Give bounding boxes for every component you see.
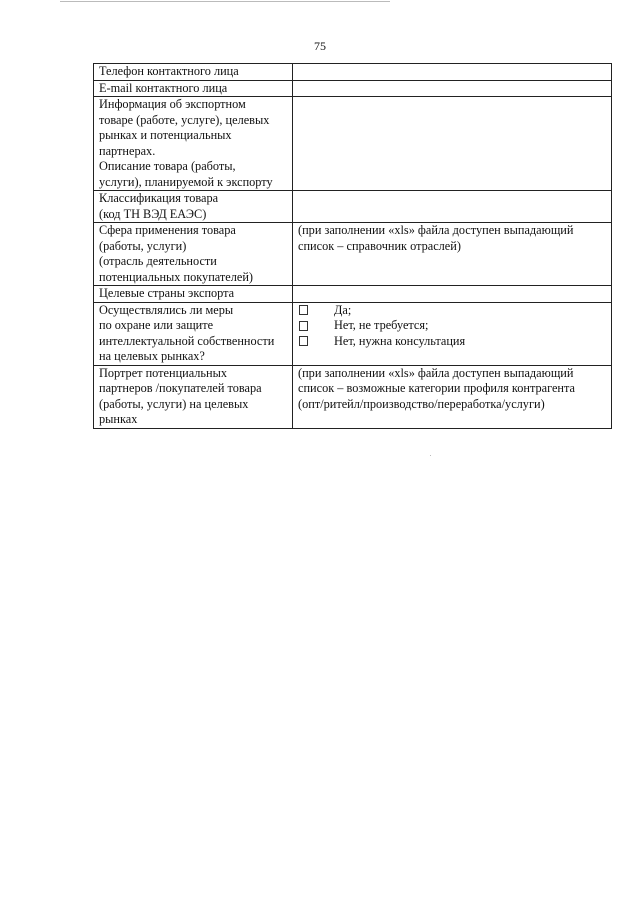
field-label-line: Осуществлялись ли меры (99, 302, 234, 317)
field-label-line: услуги), планируемой к экспорту (99, 174, 273, 189)
field-label-line: товаре (работе, услуге), целевых (99, 112, 270, 127)
form-row (94, 97, 612, 191)
field-label-line: E-mail контактного лица (99, 80, 228, 95)
checkbox-icon[interactable] (299, 336, 308, 346)
field-label-line: (работы, услуги) (99, 238, 187, 253)
checkbox-option[interactable] (298, 318, 606, 334)
field-hint-line: (опт/ритейл/производство/переработка/услуги) (298, 396, 545, 411)
field-value-cell[interactable] (293, 191, 612, 223)
form-row (94, 302, 612, 365)
field-value-cell[interactable] (293, 223, 612, 286)
field-value-cell[interactable] (293, 286, 612, 303)
form-row (94, 365, 612, 428)
field-label-line: Сфера применения товара (99, 223, 236, 237)
field-label-cell (94, 223, 293, 286)
field-value-cell (293, 302, 612, 365)
form-row (94, 191, 612, 223)
checkbox-option[interactable] (298, 334, 606, 350)
field-label-line: Описание товара (работы, (99, 159, 236, 173)
field-label-line: Телефон контактного лица (99, 64, 239, 78)
field-label-line: Информация об экспортном (99, 97, 246, 111)
form-row (94, 64, 612, 81)
checkbox-label: Нет, не требуется; (334, 318, 429, 332)
field-label-line: потенциальных покупателей) (99, 269, 254, 284)
checkbox-option[interactable] (298, 303, 606, 319)
field-label-line: партнерах. (99, 143, 156, 158)
field-label-line: (код ТН ВЭД ЕАЭС) (99, 206, 207, 221)
field-hint-line: (при заполнении «xls» файла доступен выпадающий (298, 365, 574, 380)
field-label-line: партнеров /покупателей товара (99, 381, 262, 395)
field-label-cell (94, 80, 293, 97)
field-label-cell (94, 365, 293, 428)
field-label-cell (94, 191, 293, 223)
field-label-line: интеллектуальной собственности (99, 333, 275, 348)
field-label-line: Целевые страны экспорта (99, 286, 235, 300)
field-hint-line: (при заполнении «xls» файла доступен выпадающий (298, 223, 574, 237)
field-value-cell[interactable] (293, 80, 612, 97)
field-value-cell[interactable] (293, 64, 612, 81)
field-label-line: (отрасль деятельности (99, 254, 217, 268)
form-row (94, 286, 612, 303)
field-label-cell (94, 64, 293, 81)
field-label-line: рынках (99, 412, 138, 426)
field-label-line: на целевых рынках? (99, 349, 205, 363)
form-row (94, 223, 612, 286)
field-hint-line: список – возможные категории профиля контрагента (298, 381, 575, 395)
checkbox-icon[interactable] (299, 305, 308, 315)
form-table (93, 63, 612, 429)
field-label-cell (94, 286, 293, 303)
field-label-cell (94, 302, 293, 365)
scan-speck (430, 455, 431, 456)
field-label-line: (работы, услуги) на целевых (99, 396, 249, 411)
checkbox-icon[interactable] (299, 321, 308, 331)
scan-top-edge (60, 1, 390, 2)
field-label-line: Портрет потенциальных (99, 365, 228, 380)
field-label-cell (94, 97, 293, 191)
field-label-line: рынках и потенциальных (99, 128, 232, 142)
checkbox-label: Нет, нужна консультация (334, 333, 466, 348)
field-value-cell[interactable] (293, 97, 612, 191)
field-label-line: Классификация товара (99, 191, 219, 205)
form-row (94, 80, 612, 97)
checkbox-label: Да; (334, 302, 352, 317)
field-hint-line: список – справочник отраслей) (298, 238, 461, 253)
field-label-line: по охране или защите (99, 318, 214, 332)
page-number: 75 (314, 39, 326, 53)
field-value-cell[interactable] (293, 365, 612, 428)
